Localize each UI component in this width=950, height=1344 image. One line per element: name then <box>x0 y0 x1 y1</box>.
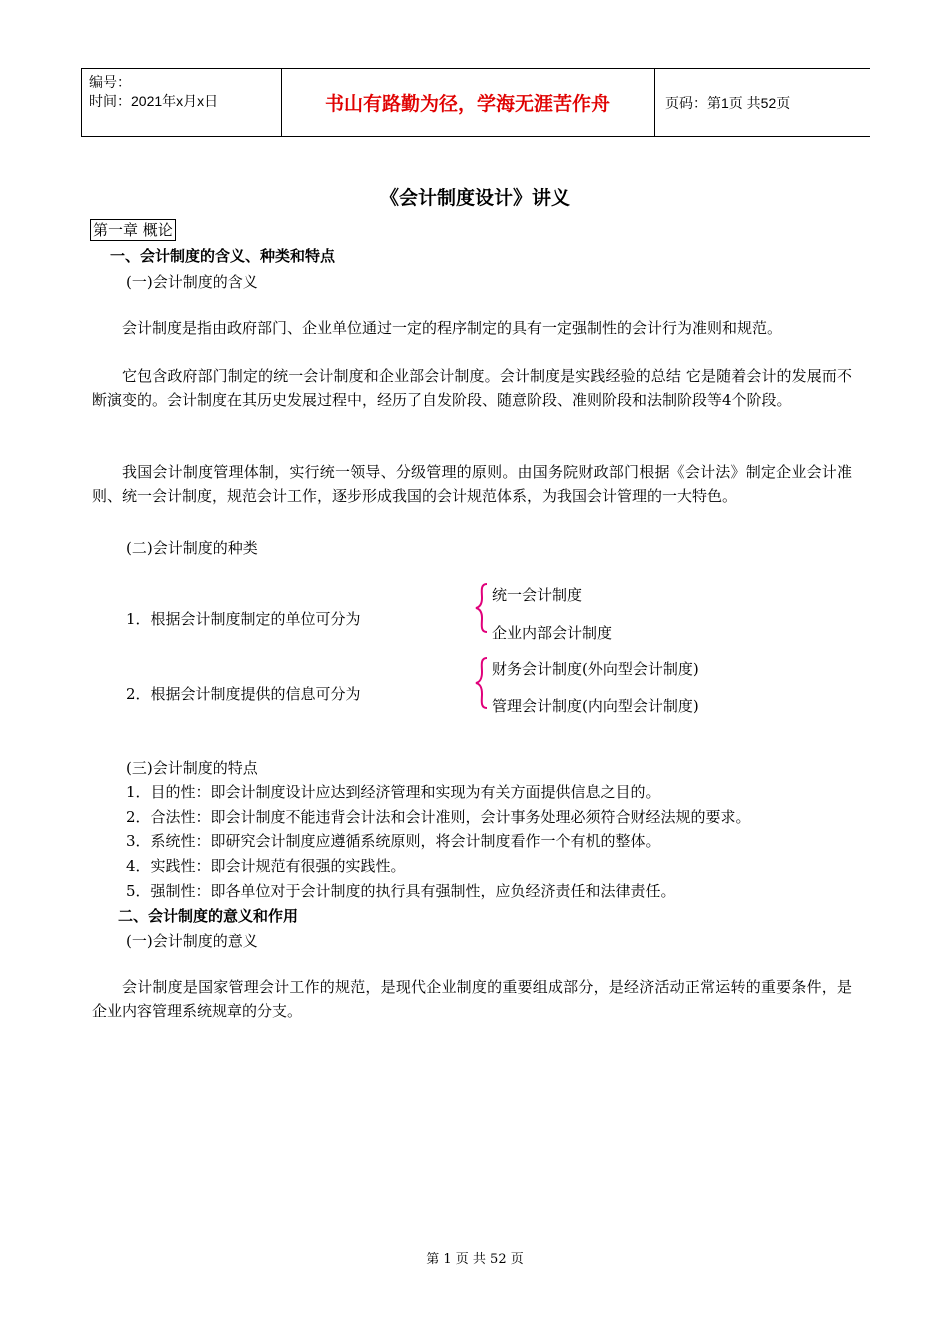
header-divider <box>654 69 655 136</box>
chapter-heading: 第一章 概论 <box>90 219 176 241</box>
feature-item: 1．目的性：即会计制度设计应达到经济管理和实现为有关方面提供信息之目的。 <box>126 783 661 801</box>
paragraph: 它包含政府部门制定的统一会计制度和企业部会计制度。会计制度是实践经验的总结 它是随着会计的发展而不断演变的。会计制度在其历史发展过程中，经历了自发阶段、随意阶段、准则阶段和法制阶段等4个阶段。 <box>92 367 852 409</box>
motto: 书山有路勤为径，学海无涯苦作舟 <box>324 93 610 115</box>
page-info: 页码：第1页 共52页 <box>665 95 791 111</box>
classification-label: 1．根据会计制度制定的单位可分为 <box>126 610 361 628</box>
curly-brace-icon <box>474 656 490 710</box>
section-heading: 一、会计制度的含义、种类和特点 <box>110 247 336 265</box>
curly-brace-icon <box>474 582 490 634</box>
feature-item: 4．实践性：即会计规范有很强的实践性。 <box>126 857 406 875</box>
subsection-heading: (三)会计制度的特点 <box>126 759 258 777</box>
page-footer: 第 1 页 共 52 页 <box>426 1252 524 1267</box>
subsection-heading: (一)会计制度的含义 <box>126 273 258 291</box>
classification-label: 2．根据会计制度提供的信息可分为 <box>126 685 361 703</box>
header-table <box>81 68 870 137</box>
classification-item: 企业内部会计制度 <box>492 624 613 642</box>
feature-item: 3．系统性：即研究会计制度应遵循系统原则，将会计制度看作一个有机的整体。 <box>126 832 661 850</box>
time-label: 时间：2021年x月x日 <box>89 93 219 109</box>
paragraph: 我国会计制度管理体制，实行统一领导、分级管理的原则。由国务院财政部门根据《会计法》制定企业会计准则、统一会计制度，规范会计工作，逐步形成我国的会计规范体系，为我国会计管理的一大特色。 <box>92 463 852 505</box>
paragraph: 会计制度是国家管理会计工作的规范，是现代企业制度的重要组成部分，是经济活动正常运转的重要条件，是企业内容管理系统规章的分支。 <box>92 978 852 1020</box>
header-border <box>81 69 82 136</box>
header-left <box>89 73 218 111</box>
paragraph: 会计制度是指由政府部门、企业单位通过一定的程序制定的具有一定强制性的会计行为准则和规范。 <box>122 319 783 337</box>
classification-item: 统一会计制度 <box>492 586 583 604</box>
number-label: 编号： <box>89 74 131 90</box>
subsection-heading: (二)会计制度的种类 <box>126 539 258 557</box>
section-heading: 二、会计制度的意义和作用 <box>118 907 299 925</box>
classification-item: 管理会计制度(内向型会计制度) <box>492 697 699 715</box>
feature-item: 2．合法性：即会计制度不能违背会计法和会计准则，会计事务处理必须符合财经法规的要求。 <box>126 808 751 826</box>
doc-title: 《会计制度设计》讲义 <box>379 187 570 209</box>
classification-item: 财务会计制度(外向型会计制度) <box>492 660 699 678</box>
feature-item: 5．强制性：即各单位对于会计制度的执行具有强制性，应负经济责任和法律责任。 <box>126 882 676 900</box>
subsection-heading: (一)会计制度的意义 <box>126 932 258 950</box>
